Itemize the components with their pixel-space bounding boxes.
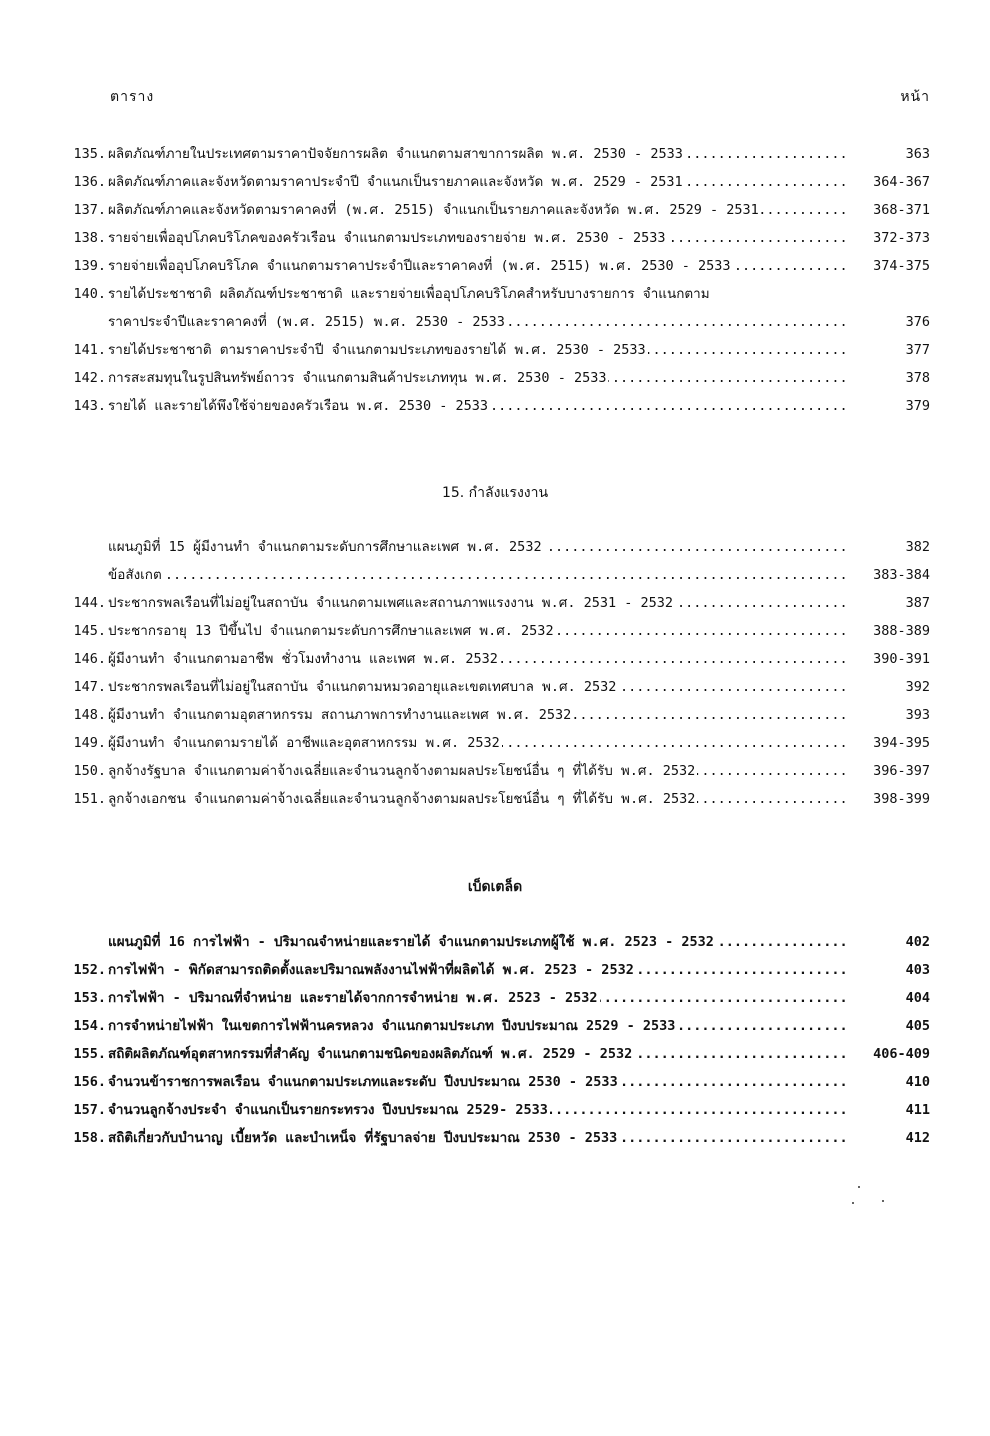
toc-entry-title-text: ผู้มีงานทำ จำแนกตามอาชีพ ชั่วโมงทำงาน และเพศ พ.ศ. 2532 (108, 651, 498, 667)
toc-entry-number: 151. (73, 791, 106, 807)
toc-entry (60, 1041, 930, 1067)
toc-entry-page: 403 (905, 962, 930, 978)
toc-entry-title (108, 702, 848, 728)
toc-entry-title (108, 674, 848, 700)
toc-entry-title-text: รายได้ประชาชาติ ตามราคาประจำปี จำแนกตามประเภทของรายได้ พ.ศ. 2530 - 2533 (108, 342, 646, 358)
toc-entry (60, 786, 930, 812)
toc-entry-title (108, 646, 848, 672)
toc-entry-page: 392 (905, 679, 930, 695)
toc-entry (60, 393, 930, 419)
toc-entry (60, 281, 930, 307)
toc-entry-page: 402 (905, 934, 930, 950)
toc-entry-page: 364-367 (873, 174, 930, 190)
toc-entry-title-text: ลูกจ้างเอกชน จำแนกตามค่าจ้างเฉลี่ยและจำนวนลูกจ้างตามผลประโยชน์อื่น ๆ ที่ได้รับ พ.ศ. 2532 (108, 791, 696, 807)
toc-entry-number: 153. (73, 990, 106, 1006)
toc-entry-title-text: ประชากรพลเรือนที่ไม่อยู่ในสถาบัน จำแนกตามเพศและสถานภาพแรงงาน พ.ศ. 2531 - 2532 (108, 595, 674, 611)
toc-entry (60, 730, 930, 756)
toc-entry-page: 382 (905, 539, 930, 555)
toc-entry-number: 150. (73, 763, 106, 779)
toc-entry (60, 141, 930, 167)
toc-entry-title (108, 1097, 848, 1123)
toc-entry-page: 406-409 (873, 1046, 930, 1062)
toc-entry (60, 562, 930, 588)
toc-entry-number: 149. (73, 735, 106, 751)
toc-entry-page: 398-399 (873, 791, 930, 807)
toc-entry-title (108, 253, 848, 279)
toc-entry-title-text: รายได้ประชาชาติ ผลิตภัณฑ์ประชาชาติ และรายจ่ายเพื่ออุปโภคบริโภคสำหรับบางรายการ จำแนกตาม (108, 286, 710, 302)
toc-entry-page: 387 (905, 595, 930, 611)
toc-entry-title-text: ผลิตภัณฑ์ภาคและจังหวัดตามราคาคงที่ (พ.ศ. 2515) จำแนกเป็นรายภาคและจังหวัด พ.ศ. 2529 - 2531 (108, 202, 759, 218)
toc-entry-page: 363 (905, 146, 930, 162)
toc-entry-page: 394-395 (873, 735, 930, 751)
toc-entry-title-text: รายจ่ายเพื่ออุปโภคบริโภคของครัวเรือน จำแนกตามประเภทของรายจ่าย พ.ศ. 2530 - 2533 (108, 230, 666, 246)
toc-entry-number: 155. (73, 1046, 106, 1062)
toc-entry (60, 618, 930, 644)
toc-entry-title-text: จำนวนลูกจ้างประจำ จำแนกเป็นรายกระทรวง ปีงบประมาณ 2529- 2533 (108, 1102, 548, 1118)
toc-entry (60, 702, 930, 728)
toc-entry-title (108, 309, 848, 335)
toc-entry-title (108, 337, 848, 363)
toc-entry-title (108, 365, 848, 391)
toc-entry-number: 141. (73, 342, 106, 358)
toc-entry-page: 372-373 (873, 230, 930, 246)
toc-entry-number: 148. (73, 707, 106, 723)
toc-entry-page: 404 (905, 990, 930, 1006)
toc-entry-title-text: ผู้มีงานทำ จำแนกตามรายได้ อาชีพและอุตสาหกรรม พ.ศ. 2532 (108, 735, 500, 751)
toc-entry-page: 379 (905, 398, 930, 414)
toc-entry-title (108, 1041, 848, 1067)
toc-entry-page: 374-375 (873, 258, 930, 274)
toc-entry-title-text: การไฟฟ้า - ปริมาณที่จำหน่าย และรายได้จากการจำหน่าย พ.ศ. 2523 - 2532 (108, 990, 598, 1006)
toc-entry-number: 145. (73, 623, 106, 639)
toc-entry-page: 396-397 (873, 763, 930, 779)
toc-entry-title (108, 929, 848, 955)
toc-entry-number: 152. (73, 962, 106, 978)
toc-entry-title-text: การไฟฟ้า - พิกัดสามารถติดตั้งและปริมาณพลังงานไฟฟ้าที่ผลิตได้ พ.ศ. 2523 - 2532 (108, 962, 634, 978)
toc-entry-number: 140. (73, 286, 106, 302)
toc-entry-number: 157. (73, 1102, 106, 1118)
toc-entry-title (108, 197, 848, 223)
toc-entry-title-text: แผนภูมิที่ 15 ผู้มีงานทำ จำแนกตามระดับการศึกษาและเพศ พ.ศ. 2532 (108, 539, 542, 555)
toc-entry-title (108, 1125, 848, 1151)
toc-entry (60, 1013, 930, 1039)
toc-entry-number: 135. (73, 146, 106, 162)
toc-entry-number: 138. (73, 230, 106, 246)
toc-entry-title-text: ลูกจ้างรัฐบาล จำแนกตามค่าจ้างเฉลี่ยและจำนวนลูกจ้างตามผลประโยชน์อื่น ๆ ที่ได้รับ พ.ศ. 2532 (108, 763, 696, 779)
toc-entry-page: 368-371 (873, 202, 930, 218)
toc-entry (60, 1125, 930, 1151)
toc-entry-page: 411 (905, 1102, 930, 1118)
toc-entry-title (108, 1069, 848, 1095)
toc-entry-title (108, 141, 848, 167)
toc-entry-title (108, 1013, 848, 1039)
toc-entry-title-text: แผนภูมิที่ 16 การไฟฟ้า - ปริมาณจำหน่ายและรายได้ จำแนกตามประเภทผู้ใช้ พ.ศ. 2523 - 2532 (108, 934, 714, 950)
toc-entry-number: 154. (73, 1018, 106, 1034)
toc-entry-number: 142. (73, 370, 106, 386)
toc-entry (60, 957, 930, 983)
toc-entry (60, 169, 930, 195)
toc-entry-title (108, 985, 848, 1011)
toc-entry-title (108, 618, 848, 644)
page-column-header: หน้า (900, 89, 930, 105)
toc-entry-title (108, 786, 848, 812)
toc-entry-page: 388-389 (873, 623, 930, 639)
toc-entry (60, 758, 930, 784)
toc-entry (60, 985, 930, 1011)
toc-entry-title (108, 590, 848, 616)
toc-entry (60, 309, 930, 335)
toc-entry-title (108, 169, 848, 195)
toc-entry-title (108, 393, 848, 419)
toc-entry-page: 410 (905, 1074, 930, 1090)
toc-entry-number: 158. (73, 1130, 106, 1146)
toc-entry-title-text: ผลิตภัณฑ์ภาคและจังหวัดตามราคาประจำปี จำแนกเป็นรายภาคและจังหวัด พ.ศ. 2529 - 2531 (108, 174, 683, 190)
toc-entry-title-text: ผลิตภัณฑ์ภายในประเทศตามราคาปัจจัยการผลิต จำแนกตามสาขาการผลิต พ.ศ. 2530 - 2533 (108, 146, 683, 162)
toc-entry (60, 225, 930, 251)
toc-entry-number: 143. (73, 398, 106, 414)
toc-entry (60, 253, 930, 279)
toc-entry-page: 378 (905, 370, 930, 386)
toc-entry-title-text: จำนวนข้าราชการพลเรือน จำแนกตามประเภทและระดับ ปีงบประมาณ 2530 - 2533 (108, 1074, 618, 1090)
toc-entry (60, 1097, 930, 1123)
toc-entry-number: 144. (73, 595, 106, 611)
toc-entry (60, 929, 930, 955)
toc-entry-title (108, 730, 848, 756)
toc-entry-title (108, 225, 848, 251)
toc-entry-title (108, 281, 908, 307)
toc-entry-page: 412 (905, 1130, 930, 1146)
toc-entry-page: 405 (905, 1018, 930, 1034)
toc-entry-number: 156. (73, 1074, 106, 1090)
toc-entry-title-text: ประชากรพลเรือนที่ไม่อยู่ในสถาบัน จำแนกตามหมวดอายุและเขตเทศบาล พ.ศ. 2532 (108, 679, 617, 695)
toc-entry-title-text: ผู้มีงานทำ จำแนกตามอุตสาหกรรม สถานภาพการทำงานและเพศ พ.ศ. 2532 (108, 707, 572, 723)
toc-entry-page: 393 (905, 707, 930, 723)
toc-entry (60, 534, 930, 560)
toc-entry-title-text: ประชากรอายุ 13 ปีขึ้นไป จำแนกตามระดับการศึกษาและเพศ พ.ศ. 2532 (108, 623, 554, 639)
toc-entry (60, 365, 930, 391)
toc-entry-title-text: สถิติผลิตภัณฑ์อุตสาหกรรมที่สำคัญ จำแนกตามชนิดของผลิตภัณฑ์ พ.ศ. 2529 - 2532 (108, 1046, 633, 1062)
toc-entry-number: 146. (73, 651, 106, 667)
toc-entry-page: 390-391 (873, 651, 930, 667)
toc-entry-title (108, 957, 848, 983)
section-heading-labor-force: 15. กำลังแรงงาน (441, 485, 549, 501)
toc-entry-title-text: ราคาประจำปีและราคาคงที่ (พ.ศ. 2515) พ.ศ. 2530 - 2533 (108, 314, 505, 330)
toc-entry-title (108, 758, 848, 784)
toc-entry-number: 147. (73, 679, 106, 695)
toc-entry-title (108, 534, 848, 560)
toc-entry-page: 376 (905, 314, 930, 330)
toc-entry (60, 1069, 930, 1095)
toc-entry-title-text: การสะสมทุนในรูปสินทรัพย์ถาวร จำแนกตามสินค้าประเภททุน พ.ศ. 2530 - 2533 (108, 370, 607, 386)
toc-entry (60, 197, 930, 223)
toc-entry-page: 377 (905, 342, 930, 358)
toc-entry (60, 674, 930, 700)
toc-entry-title-text: ข้อสังเกต (108, 567, 162, 583)
table-column-header: ตาราง (110, 89, 155, 105)
toc-entry-title (108, 562, 848, 588)
toc-entry (60, 337, 930, 363)
toc-entry-title-text: การจำหน่ายไฟฟ้า ในเขตการไฟฟ้านครหลวง จำแนกตามประเภท ปีงบประมาณ 2529 - 2533 (108, 1018, 676, 1034)
toc-entry-page: 383-384 (873, 567, 930, 583)
toc-entry (60, 590, 930, 616)
toc-entry-number: 137. (73, 202, 106, 218)
toc-entry-title-text: สถิติเกี่ยวกับบำนาญ เบี้ยหวัด และบำเหน็จ ที่รัฐบาลจ่าย ปีงบประมาณ 2530 - 2533 (108, 1130, 618, 1146)
toc-entry-title-text: รายได้ และรายได้พึงใช้จ่ายของครัวเรือน พ.ศ. 2530 - 2533 (108, 398, 488, 414)
toc-entry (60, 646, 930, 672)
toc-entry-number: 139. (73, 258, 106, 274)
section-heading-miscellaneous: เบ็ดเตล็ด (467, 879, 523, 895)
toc-entry-number: 136. (73, 174, 106, 190)
toc-entry-title-text: รายจ่ายเพื่ออุปโภคบริโภค จำแนกตามราคาประจำปีและราคาคงที่ (พ.ศ. 2515) พ.ศ. 2530 - 2533 (108, 258, 731, 274)
